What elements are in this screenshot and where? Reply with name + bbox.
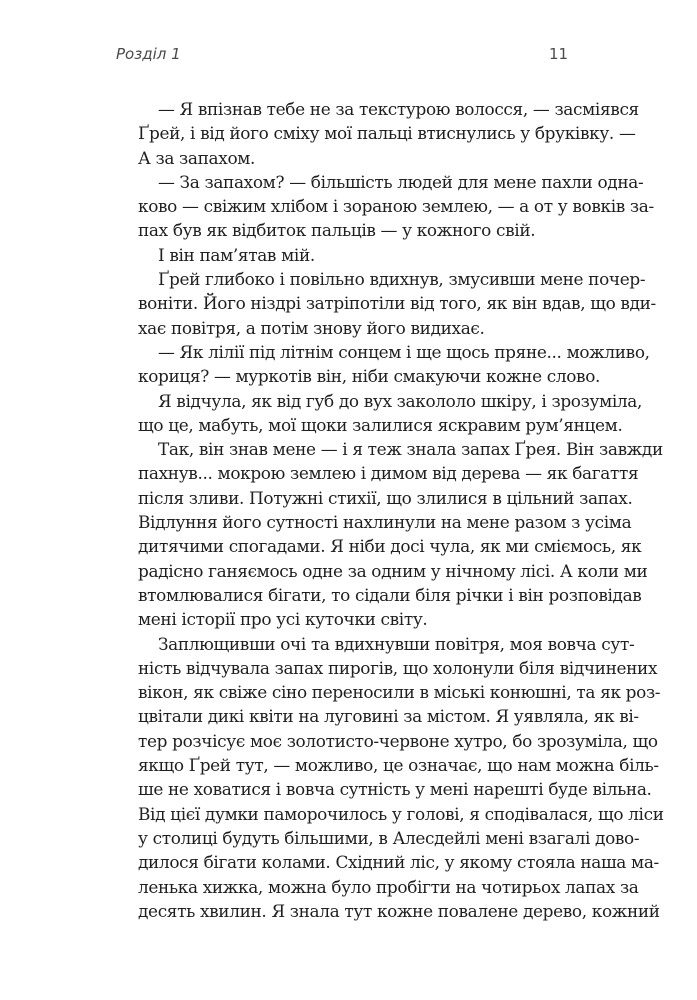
paragraph <box>118 389 643 438</box>
text-line: пахнув... мокрою землею і димом від дерева — як багаття <box>138 463 639 484</box>
text-line: втомлювалися бігати, то сідали біля річки і він розповідав <box>138 584 642 605</box>
text-line: Ґрей глибоко і повільно вдихнув, змусивши мене почер- <box>158 269 646 290</box>
text-line: А за запахом. <box>138 147 256 168</box>
text-line: Я відчула, як від губ до вух закололо шкіру, і зрозуміла, <box>158 390 643 411</box>
page-number: 11 <box>549 45 569 63</box>
text-line: у столиці будуть більшими, в Алесдейлі мені взагалі дово- <box>138 827 640 848</box>
text-line: якщо Ґрей тут, — можливо, це означає, що нам можна біль- <box>138 755 659 776</box>
text-line: ність відчувала запах пирогів, що холонули біля відчинених <box>138 657 658 678</box>
text-line: пах був як відбиток пальців — у кожного свій. <box>138 220 536 241</box>
text-line: Заплющивши очі та вдихнувши повітря, моя вовча сут- <box>158 633 635 654</box>
paragraph <box>118 267 656 340</box>
text-line: дилося бігати колами. Східний ліс, у якому стояла наша ма- <box>138 852 659 873</box>
text-line: ше не ховатися і вовча сутність у мені нарешті буде вільна. <box>138 779 652 800</box>
text-line: десять хвилин. Я знала тут кожне повалене дерево, кожний <box>138 900 660 921</box>
text-line: Так, він знав мене — і я теж знала запах Ґрея. Він завжди <box>158 439 663 460</box>
paragraph <box>118 170 654 243</box>
text-line: — Як лілії під літнім сонцем і ще щось пряне... можливо, <box>158 341 650 362</box>
paragraph <box>118 243 580 267</box>
text-line: — Я впізнав тебе не за текстурою волосся, — засміявся <box>158 99 639 119</box>
text-line: цвітали дикі квіти на луговині за містом. Я уявляла, як ві- <box>138 706 639 727</box>
text-line: — За запахом? — більшість людей для мене пахли одна- <box>158 171 644 192</box>
text-line: що це, мабуть, мої щоки залилися яскравим рум’янцем. <box>138 414 623 435</box>
text-line: Відлуння його сутності нахлинули на мене разом з усіма <box>138 512 632 533</box>
text-line: Ґрей, і від його сміху мої пальці втиснулись у бруківку. — <box>138 123 636 144</box>
body-text <box>118 97 664 923</box>
text-line: дитячими спогадами. Я ніби досі чула, як ми сміємось, як <box>138 536 642 557</box>
chapter-title: Розділ 1 <box>116 45 181 63</box>
text-line: ленька хижка, можна було пробігти на чотирьох лапах за <box>138 876 639 897</box>
paragraph <box>118 97 639 170</box>
paragraph <box>118 340 650 389</box>
text-line: тер розчісує моє золотисто-червоне хутро, бо зрозуміла, що <box>138 730 658 751</box>
text-line: вікон, як свіже сіно переносили в міські конюшні, та як роз- <box>138 682 661 703</box>
text-line: воніти. Його ніздрі затріпотіли від того, як він вдав, що вди- <box>138 293 656 314</box>
text-line: хає повітря, а потім знову його видихає. <box>138 317 485 338</box>
text-line: мені історії про усі куточки світу. <box>138 609 428 630</box>
text-line: І він пам’ятав мій. <box>158 244 315 265</box>
text-line: після зливи. Потужні стихії, що злилися в цільний запах. <box>138 487 633 508</box>
paragraph <box>118 437 663 631</box>
paragraph <box>118 632 664 924</box>
text-line: радісно ганяємось одне за одним у нічному лісі. А коли ми <box>138 560 648 581</box>
running-head <box>0 45 697 67</box>
text-line: Від цієї думки паморочилось у голові, я сподівалася, що ліси <box>138 803 664 824</box>
text-line: ково — свіжим хлібом і зораною землею, — а от у вовків за- <box>138 196 654 217</box>
text-line: кориця? — муркотів він, ніби смакуючи кожне слово. <box>138 366 601 387</box>
